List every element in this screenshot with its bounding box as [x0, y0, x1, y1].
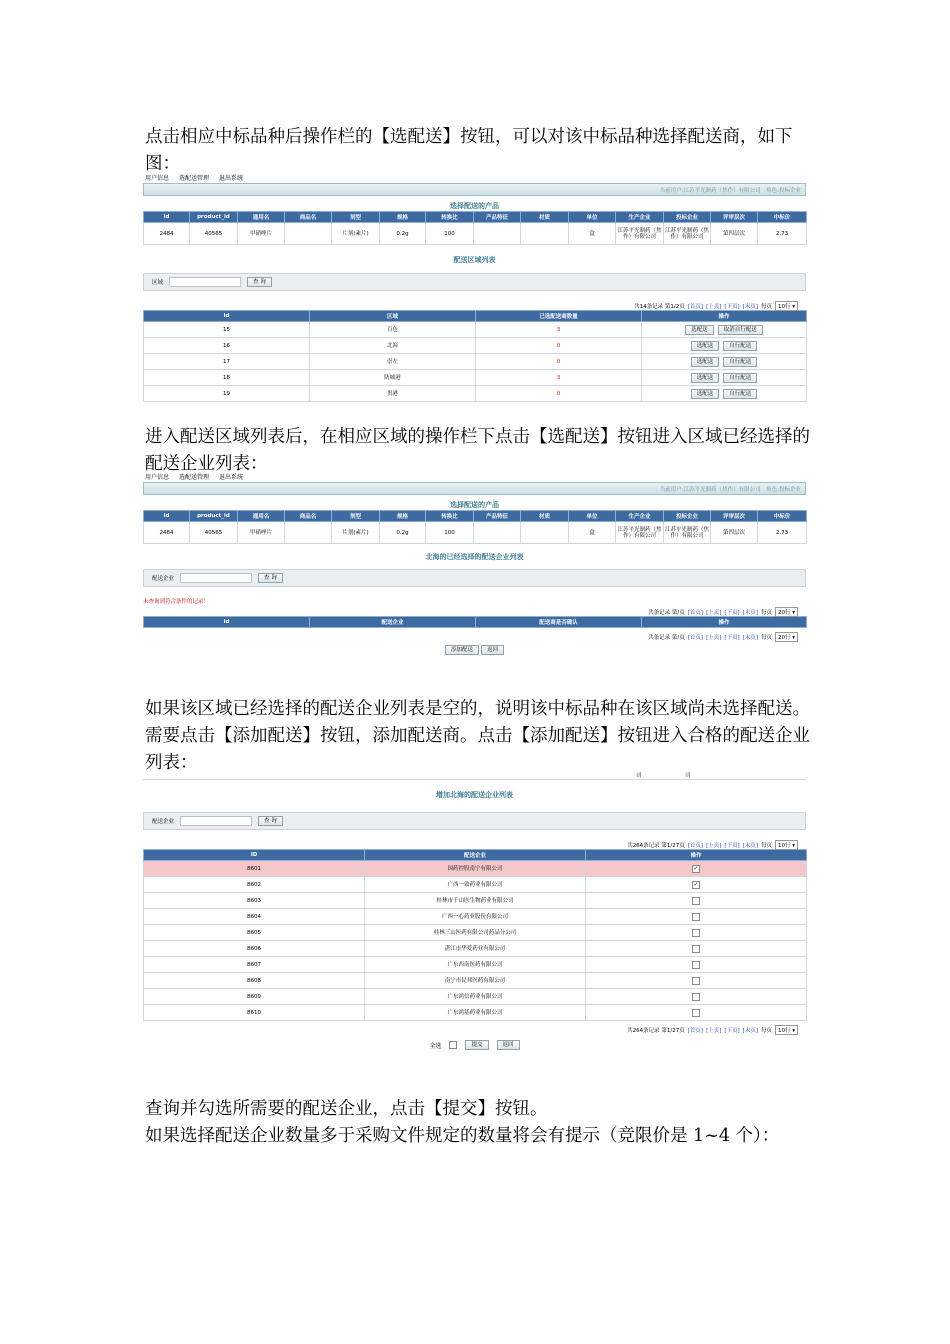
add-name-cell: 广西一心药业股份有限公司 [365, 909, 586, 925]
pager-first[interactable]: [首页] [687, 1027, 704, 1034]
add-id-cell: 8603 [144, 893, 365, 909]
pager-prev[interactable]: [上页] [706, 1027, 722, 1034]
product-col-header: 产品特征 [474, 212, 521, 223]
paragraph-3: 如果该区域已经选择的配送企业列表是空的，说明该中标品种在该区域尚未选择配送。需要点击【添加配送】按钮，添加配送商。点击【添加配送】按钮进入合格的配送企业列表： [145, 699, 810, 773]
enterprise-checkbox[interactable]: ✓ [693, 864, 699, 872]
region-row [144, 338, 807, 354]
product-col-header: 中标价 [758, 511, 807, 522]
product-col-header: 评审层次 [711, 212, 758, 223]
selected-col-header: 配送企业 [310, 617, 476, 628]
pager-per-select[interactable]: 10行 ▾ [775, 840, 798, 850]
product-cell: 盒 [569, 522, 616, 544]
paragraph-5: 如果选择配送企业数量多于采购文件规定的数量将会有提示（竞限价是 1~4 个）： [145, 1126, 780, 1146]
menu-user-info[interactable]: 用户信息 [145, 474, 170, 481]
enterprise-checkbox[interactable] [692, 977, 700, 985]
product-col-header: 剂型 [332, 511, 380, 522]
region-count-cell: 3 [476, 322, 642, 338]
product-cell: 江苏平光制药（焦作）有限公司 [664, 223, 711, 245]
add-query-button[interactable]: 查 询 [258, 816, 283, 826]
add-name-cell: 广东鸿信药业有限公司 [365, 989, 586, 1005]
pager-per-label: 每页 [760, 634, 772, 641]
region-name-cell: 百色 [310, 322, 476, 338]
add-name-cell: 国药控股南宁有限公司 [365, 861, 586, 877]
product-cell: 江苏平光制药（焦作）有限公司 [664, 522, 711, 544]
pager-next[interactable]: [下页] [724, 1027, 740, 1034]
product-cell: 第四层次 [711, 522, 758, 544]
add-id-cell: 8606 [144, 941, 365, 957]
add-row [144, 973, 807, 989]
add-distribution-button[interactable]: 添加配送 [445, 645, 479, 655]
pager-next[interactable]: [下页] [724, 303, 740, 310]
add-query-input[interactable] [180, 816, 252, 826]
product-col-header: 材质 [521, 212, 569, 223]
product-cell [521, 223, 569, 245]
self-distribution-button[interactable]: 自行配送 [723, 373, 757, 383]
product-col-header: 单位 [569, 511, 616, 522]
menu-distribution[interactable]: 选配送管理 [179, 175, 210, 182]
add-op-cell [586, 893, 807, 909]
region-op-cell [642, 386, 807, 402]
region-query-input[interactable] [169, 277, 241, 287]
selected-query-input[interactable] [180, 573, 252, 583]
product-cell [285, 522, 332, 544]
select-all-checkbox[interactable] [449, 1041, 457, 1049]
region-count-cell: 0 [476, 354, 642, 370]
pager-last[interactable]: [末页] [742, 303, 758, 310]
cropped-table-tail: 司 司 [143, 772, 806, 780]
region-count-cell: 0 [476, 386, 642, 402]
menu-user-info[interactable]: 用户信息 [145, 175, 170, 182]
product-cell: 江苏平光制药（焦作）有限公司 [616, 522, 664, 544]
product-cell [474, 223, 521, 245]
add-op-cell [586, 941, 807, 957]
add-col-header: 配送企业 [365, 850, 586, 861]
screenshot-add-list [143, 772, 806, 1050]
add-op-cell [586, 877, 807, 893]
product-cell: 片剂(素片) [332, 223, 380, 245]
selected-query-label: 配送企业 [152, 576, 175, 582]
region-op-cell [642, 370, 807, 386]
product-col-header: 评审层次 [711, 511, 758, 522]
add-name-cell: 桂林三山医药有限公司药品分公司 [365, 925, 586, 941]
add-op-cell [586, 957, 807, 973]
add-name-cell: 广东鸿基药业有限公司 [365, 1005, 586, 1021]
product-cell: 盒 [569, 223, 616, 245]
pager-per-select[interactable]: 20行 ▾ [775, 607, 798, 617]
add-row [144, 877, 807, 893]
add-op-cell [586, 861, 807, 877]
pager-prev[interactable]: [上页] [706, 842, 722, 849]
selected-header-row [144, 617, 807, 628]
select-distribution-button[interactable]: 选配送 [691, 357, 720, 367]
add-row [144, 925, 807, 941]
product-col-header: 商品名 [285, 511, 332, 522]
region-pager [143, 301, 806, 310]
product-cell: 2.73 [758, 522, 807, 544]
add-row [144, 893, 807, 909]
add-query-bar [143, 812, 806, 830]
add-name-cell: 广西一致药业有限公司 [365, 877, 586, 893]
product-cell: 0.2g [380, 522, 426, 544]
region-name-cell: 贵港 [310, 386, 476, 402]
region-name-cell: 北海 [310, 338, 476, 354]
user-bar: 当前用户:江苏平光制药（焦作）有限公司 角色:投标企业 [143, 482, 806, 495]
pager-per-select[interactable]: 10行 ▾ [775, 1025, 798, 1035]
add-actions [143, 1040, 806, 1050]
add-name-cell: 南宁市民邦医药有限公司 [365, 973, 586, 989]
region-id-cell: 17 [144, 354, 310, 370]
self-distribution-button[interactable]: 取消自行配送 [718, 325, 763, 335]
product-header-row [144, 511, 807, 522]
region-id-cell: 19 [144, 386, 310, 402]
add-query-label: 配送企业 [152, 819, 175, 825]
add-row [144, 989, 807, 1005]
pager-total: 共条记录 第/页 [648, 634, 685, 641]
region-name-cell: 崇左 [310, 354, 476, 370]
product-cell: 40565 [190, 522, 238, 544]
product-cell: 2484 [144, 223, 190, 245]
product-cell [474, 522, 521, 544]
menu-bar [143, 172, 806, 183]
selected-query-bar [143, 569, 806, 587]
select-distribution-button[interactable]: 选配送 [685, 325, 714, 335]
region-row [144, 370, 807, 386]
back-button[interactable]: 返回 [481, 645, 504, 655]
menu-bar [143, 471, 806, 482]
user-bar: 当前用户:江苏平光制药（焦作）有限公司 角色:投标企业 [143, 183, 806, 196]
select-distribution-button[interactable]: 选配送 [691, 389, 720, 399]
region-id-cell: 16 [144, 338, 310, 354]
product-title: 选择配送的产品 [450, 501, 499, 509]
region-id-cell: 18 [144, 370, 310, 386]
product-cell: 100 [426, 522, 474, 544]
product-cell [285, 223, 332, 245]
add-op-cell [586, 973, 807, 989]
product-col-header: 投标企业 [664, 212, 711, 223]
product-col-header: 生产企业 [616, 212, 664, 223]
product-row [144, 223, 807, 245]
pager-per-label: 每页 [760, 609, 772, 616]
enterprise-checkbox[interactable] [692, 961, 700, 969]
pager-total: 共264条记录 第1/27页 [627, 1027, 685, 1034]
product-cell: 2.73 [758, 223, 807, 245]
pager-last[interactable]: [末页] [742, 1027, 758, 1034]
product-col-header: product_id [190, 511, 238, 522]
pager-per-select[interactable]: 20行 ▾ [775, 632, 798, 642]
add-col-header: 操作 [586, 850, 807, 861]
select-all-label: 全选 [429, 1042, 442, 1050]
paragraph-2: 进入配送区域列表后，在相应区域的操作栏下点击【选配送】按钮进入区域已经选择的配送企业列表： [145, 427, 810, 474]
self-distribution-button[interactable]: 自行配送 [723, 341, 757, 351]
region-col-header: id [144, 311, 310, 322]
selected-col-header: id [144, 617, 310, 628]
add-id-cell: 8610 [144, 1005, 365, 1021]
no-record-warning: 未查询到符合条件的记录！ [143, 599, 210, 605]
selected-actions [143, 645, 806, 655]
product-col-header: 材质 [521, 511, 569, 522]
pager-per-label: 每页 [760, 1027, 772, 1034]
product-col-header: 通用名 [238, 212, 285, 223]
region-op-cell [642, 354, 807, 370]
pager-per-label: 每页 [760, 303, 772, 310]
add-op-cell [586, 925, 807, 941]
product-col-header: 规格 [380, 212, 426, 223]
pager-total: 共14条记录 第1/2页 [634, 303, 685, 310]
region-query-bar [143, 273, 806, 291]
submit-button[interactable]: 提交 [465, 1040, 488, 1050]
product-cell: 40565 [190, 223, 238, 245]
region-row [144, 322, 807, 338]
product-col-header: 转换比 [426, 511, 474, 522]
product-col-header: 剂型 [332, 212, 380, 223]
pager-last[interactable]: [末页] [742, 842, 758, 849]
region-title: 配送区域列表 [453, 256, 496, 264]
region-header-row [144, 311, 807, 322]
add-table [143, 849, 807, 1021]
region-op-cell [642, 338, 807, 354]
selected-col-header: 操作 [642, 617, 807, 628]
pager-total: 共条记录 第/页 [648, 609, 685, 616]
add-id-cell: 8605 [144, 925, 365, 941]
add-id-cell: 8604 [144, 909, 365, 925]
region-count-cell: 0 [476, 338, 642, 354]
region-row [144, 386, 807, 402]
pager-per-label: 每页 [760, 842, 772, 849]
region-col-header: 已选配送商数量 [476, 311, 642, 322]
selected-title: 北海的已经选择的配送企业列表 [425, 553, 524, 561]
region-query-label: 区域 [152, 280, 164, 286]
product-col-header: 产品特征 [474, 511, 521, 522]
region-table [143, 310, 807, 402]
product-col-header: 生产企业 [616, 511, 664, 522]
add-name-cell: 湛江市华爱药业有限公司 [365, 941, 586, 957]
product-cell: 江苏平光制药（焦作）有限公司 [616, 223, 664, 245]
product-cell: 第四层次 [711, 223, 758, 245]
enterprise-checkbox[interactable] [692, 913, 700, 921]
product-col-header: 商品名 [285, 212, 332, 223]
product-col-header: 投标企业 [664, 511, 711, 522]
product-header-row [144, 212, 807, 223]
add-id-cell: 8602 [144, 877, 365, 893]
add-id-cell: 8608 [144, 973, 365, 989]
product-col-header: 规格 [380, 511, 426, 522]
region-name-cell: 防城港 [310, 370, 476, 386]
pager-first[interactable]: [首页] [687, 842, 704, 849]
paragraph-4: 查询并勾选所需要的配送企业，点击【提交】按钮。 [145, 1099, 548, 1119]
select-distribution-button[interactable]: 选配送 [691, 373, 720, 383]
selected-pager-top [143, 607, 806, 616]
product-col-header: 中标价 [758, 212, 807, 223]
pager-next[interactable]: [下页] [724, 842, 740, 849]
add-row [144, 909, 807, 925]
add-row [144, 941, 807, 957]
back-button[interactable]: 返回 [497, 1040, 520, 1050]
add-header-row [144, 850, 807, 861]
enterprise-checkbox[interactable] [692, 993, 700, 1001]
product-title: 选择配送的产品 [450, 202, 499, 210]
region-query-button[interactable]: 查 询 [247, 277, 272, 287]
pager-last[interactable]: [末页] [742, 609, 758, 616]
add-pager-bottom [143, 1025, 806, 1034]
self-distribution-button[interactable]: 自行配送 [723, 357, 757, 367]
product-cell: 2484 [144, 522, 190, 544]
product-cell: 甲硝唑片 [238, 223, 285, 245]
enterprise-checkbox[interactable] [692, 945, 700, 953]
product-col-header: 单位 [569, 212, 616, 223]
product-col-header: id [144, 511, 190, 522]
product-col-header: product_id [190, 212, 238, 223]
product-cell: 片剂(素片) [332, 522, 380, 544]
pager-next[interactable]: [下页] [724, 609, 740, 616]
product-col-header: 通用名 [238, 511, 285, 522]
selected-table [143, 616, 807, 628]
selected-query-button[interactable]: 查 询 [258, 573, 283, 583]
select-distribution-button[interactable]: 选配送 [691, 341, 720, 351]
menu-logout[interactable]: 退出系统 [219, 175, 244, 182]
pager-per-select[interactable]: 10行 ▾ [775, 301, 798, 311]
pager-prev[interactable]: [上页] [706, 303, 722, 310]
screenshot-region-list [143, 172, 806, 402]
add-title: 增加北海的配送企业列表 [436, 791, 513, 799]
enterprise-checkbox[interactable] [692, 929, 700, 937]
add-id-cell: 8609 [144, 989, 365, 1005]
product-cell [521, 522, 569, 544]
region-op-cell [642, 322, 807, 338]
pager-total: 共264条记录 第1/27页 [627, 842, 685, 849]
pager-first[interactable]: [首页] [687, 609, 704, 616]
pager-prev[interactable]: [上页] [706, 634, 722, 641]
add-id-cell: 8607 [144, 957, 365, 973]
add-row [144, 861, 807, 877]
pager-last[interactable]: [末页] [742, 634, 758, 641]
product-col-header: id [144, 212, 190, 223]
enterprise-checkbox[interactable]: ✓ [693, 880, 699, 888]
region-col-header: 操作 [642, 311, 807, 322]
add-pager-top [143, 840, 806, 849]
add-op-cell [586, 909, 807, 925]
enterprise-checkbox[interactable] [692, 1009, 700, 1017]
product-row [144, 522, 807, 544]
product-cell: 甲硝唑片 [238, 522, 285, 544]
add-row [144, 957, 807, 973]
menu-logout[interactable]: 退出系统 [219, 474, 244, 481]
add-op-cell [586, 1005, 807, 1021]
paragraph-1: 点击相应中标品种后操作栏的【选配送】按钮，可以对该中标品种选择配送商，如下图： [145, 127, 793, 174]
region-count-cell: 3 [476, 370, 642, 386]
add-col-header: ID [144, 850, 365, 861]
product-table [143, 211, 807, 245]
region-col-header: 区域 [310, 311, 476, 322]
region-id-cell: 15 [144, 322, 310, 338]
add-name-cell: 桂林市千山医生物药业有限公司 [365, 893, 586, 909]
product-cell: 100 [426, 223, 474, 245]
screenshot-selected-list [143, 471, 806, 655]
pager-next[interactable]: [下页] [724, 634, 740, 641]
add-name-cell: 广东西南医药有限公司 [365, 957, 586, 973]
selected-pager-bottom [143, 632, 806, 641]
product-cell: 0.2g [380, 223, 426, 245]
add-op-cell [586, 989, 807, 1005]
selected-col-header: 配送商是否确认 [476, 617, 642, 628]
product-col-header: 转换比 [426, 212, 474, 223]
add-id-cell: 8601 [144, 861, 365, 877]
menu-distribution[interactable]: 选配送管理 [179, 474, 210, 481]
region-row [144, 354, 807, 370]
pager-first[interactable]: [首页] [687, 303, 704, 310]
pager-prev[interactable]: [上页] [706, 609, 722, 616]
pager-first[interactable]: [首页] [687, 634, 704, 641]
add-row [144, 1005, 807, 1021]
enterprise-checkbox[interactable] [692, 897, 700, 905]
product-table [143, 510, 807, 544]
self-distribution-button[interactable]: 自行配送 [723, 389, 757, 399]
